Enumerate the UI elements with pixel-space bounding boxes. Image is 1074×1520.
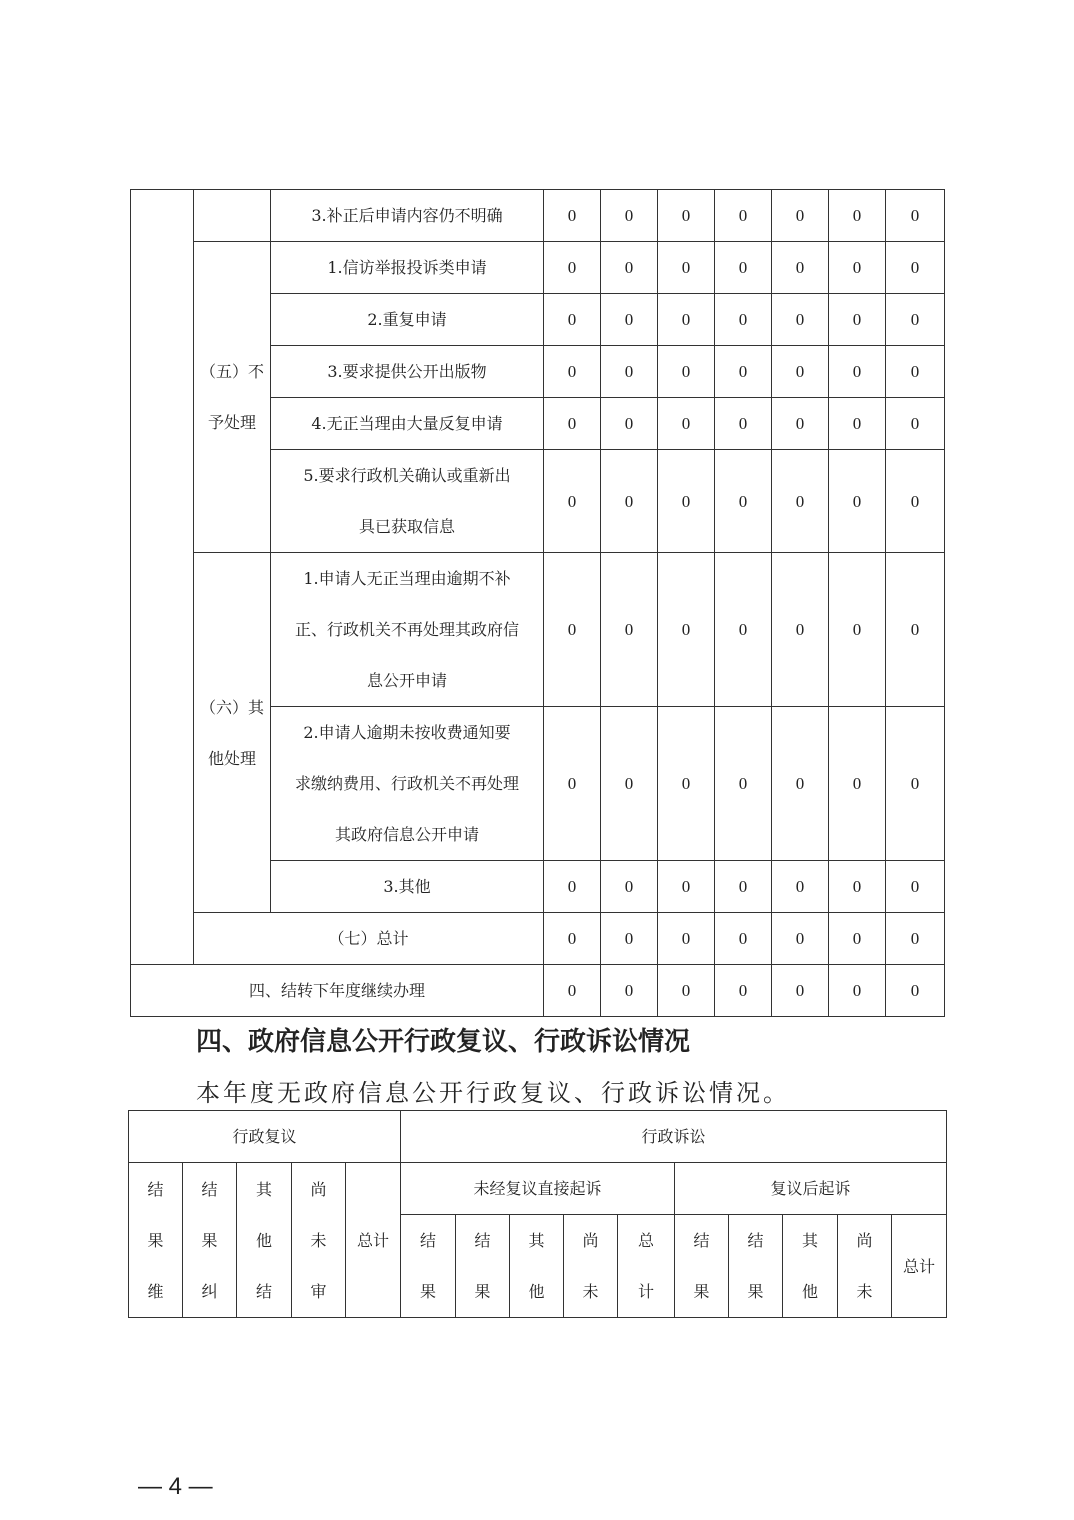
value-cell: 0 [715,346,772,398]
after-review-column-header: 结 果 [729,1215,783,1318]
value-cell: 0 [829,553,886,707]
value-cell: 0 [715,861,772,913]
row-label: 3.补正后申请内容仍不明确 [271,190,544,242]
row-label: 4.无正当理由大量反复申请 [271,398,544,450]
review-column-header: 结 果 纠 [183,1163,237,1318]
row-label: 2.申请人逾期未按收费通知要 求缴纳费用、行政机关不再处理 其政府信息公开申请 [271,707,544,861]
table-row [131,965,945,1017]
table-row [131,553,945,707]
value-cell: 0 [544,190,601,242]
review-litigation-table [128,1110,947,1318]
value-cell: 0 [829,346,886,398]
value-cell: 0 [544,707,601,861]
after-review-column-header: 尚 未 [838,1215,892,1318]
value-cell: 0 [829,861,886,913]
value-cell: 0 [544,398,601,450]
value-cell: 0 [544,553,601,707]
value-cell: 0 [886,553,945,707]
value-cell: 0 [658,913,715,965]
value-cell: 0 [886,190,945,242]
value-cell: 0 [715,965,772,1017]
table-row [131,913,945,965]
category-cell [131,190,194,965]
value-cell: 0 [886,861,945,913]
page-number: — 4 — [138,1473,213,1500]
value-cell: 0 [658,294,715,346]
row-label: 四、结转下年度继续办理 [131,965,544,1017]
row-label: 1.申请人无正当理由逾期不补 正、行政机关不再处理其政府信 息公开申请 [271,553,544,707]
value-cell: 0 [886,398,945,450]
value-cell: 0 [715,190,772,242]
value-cell: 0 [601,913,658,965]
value-cell: 0 [772,450,829,553]
value-cell: 0 [544,346,601,398]
value-cell: 0 [601,242,658,294]
value-cell: 0 [772,242,829,294]
value-cell: 0 [772,553,829,707]
direct-suit-column-header: 其 他 [510,1215,564,1318]
value-cell: 0 [886,913,945,965]
value-cell: 0 [544,450,601,553]
value-cell: 0 [829,242,886,294]
value-cell: 0 [601,861,658,913]
value-cell: 0 [715,913,772,965]
value-cell: 0 [544,294,601,346]
after-review-header: 复议后起诉 [675,1163,947,1215]
value-cell: 0 [658,450,715,553]
value-cell: 0 [886,242,945,294]
review-column-header: 尚 未 审 [292,1163,346,1318]
value-cell: 0 [772,190,829,242]
direct-suit-column-header: 总 计 [618,1215,675,1318]
row-label: 3.其他 [271,861,544,913]
value-cell: 0 [886,707,945,861]
value-cell: 0 [601,553,658,707]
group-cell [194,190,271,242]
section-heading: 四、政府信息公开行政复议、行政诉讼情况 [196,1027,691,1057]
table-row [131,242,945,294]
value-cell: 0 [772,965,829,1017]
row-label: 3.要求提供公开出版物 [271,346,544,398]
group-cell-no-processing: （五）不 予处理 [194,242,271,553]
value-cell: 0 [772,346,829,398]
value-cell: 0 [658,861,715,913]
value-cell: 0 [544,242,601,294]
review-header: 行政复议 [129,1111,401,1163]
value-cell: 0 [829,450,886,553]
value-cell: 0 [658,707,715,861]
value-cell: 0 [658,965,715,1017]
value-cell: 0 [829,294,886,346]
value-cell: 0 [886,346,945,398]
row-label: 1.信访举报投诉类申请 [271,242,544,294]
value-cell: 0 [715,294,772,346]
direct-suit-column-header: 结 果 [456,1215,510,1318]
value-cell: 0 [601,190,658,242]
litigation-header: 行政诉讼 [401,1111,947,1163]
value-cell: 0 [658,190,715,242]
review-column-header: 结 果 维 [129,1163,183,1318]
after-review-total-header: 总计 [892,1215,947,1318]
value-cell: 0 [715,450,772,553]
value-cell: 0 [772,913,829,965]
value-cell: 0 [601,346,658,398]
value-cell: 0 [829,707,886,861]
direct-suit-header: 未经复议直接起诉 [401,1163,675,1215]
after-review-column-header: 其 他 [783,1215,838,1318]
row-label: 5.要求行政机关确认或重新出 具已获取信息 [271,450,544,553]
value-cell: 0 [829,965,886,1017]
review-total-header: 总计 [346,1163,401,1318]
value-cell: 0 [601,450,658,553]
application-handling-table [130,189,945,1017]
review-column-header: 其 他 结 [237,1163,292,1318]
value-cell: 0 [829,190,886,242]
value-cell: 0 [886,294,945,346]
value-cell: 0 [601,398,658,450]
value-cell: 0 [601,707,658,861]
value-cell: 0 [658,346,715,398]
direct-suit-column-header: 尚 未 [564,1215,618,1318]
value-cell: 0 [715,707,772,861]
after-review-column-header: 结 果 [675,1215,729,1318]
row-label: （七）总计 [194,913,544,965]
value-cell: 0 [658,553,715,707]
value-cell: 0 [829,913,886,965]
value-cell: 0 [886,450,945,553]
group-cell-other-processing: （六）其 他处理 [194,553,271,913]
value-cell: 0 [886,965,945,1017]
value-cell: 0 [829,398,886,450]
value-cell: 0 [601,294,658,346]
value-cell: 0 [772,861,829,913]
value-cell: 0 [715,398,772,450]
value-cell: 0 [772,294,829,346]
row-label: 2.重复申请 [271,294,544,346]
value-cell: 0 [658,242,715,294]
table-row [131,190,945,242]
direct-suit-column-header: 结 果 [401,1215,456,1318]
value-cell: 0 [715,553,772,707]
value-cell: 0 [544,861,601,913]
value-cell: 0 [601,965,658,1017]
value-cell: 0 [772,707,829,861]
value-cell: 0 [544,913,601,965]
section-paragraph: 本年度无政府信息公开行政复议、行政诉讼情况。 [196,1079,790,1107]
value-cell: 0 [715,242,772,294]
value-cell: 0 [544,965,601,1017]
value-cell: 0 [772,398,829,450]
value-cell: 0 [658,398,715,450]
